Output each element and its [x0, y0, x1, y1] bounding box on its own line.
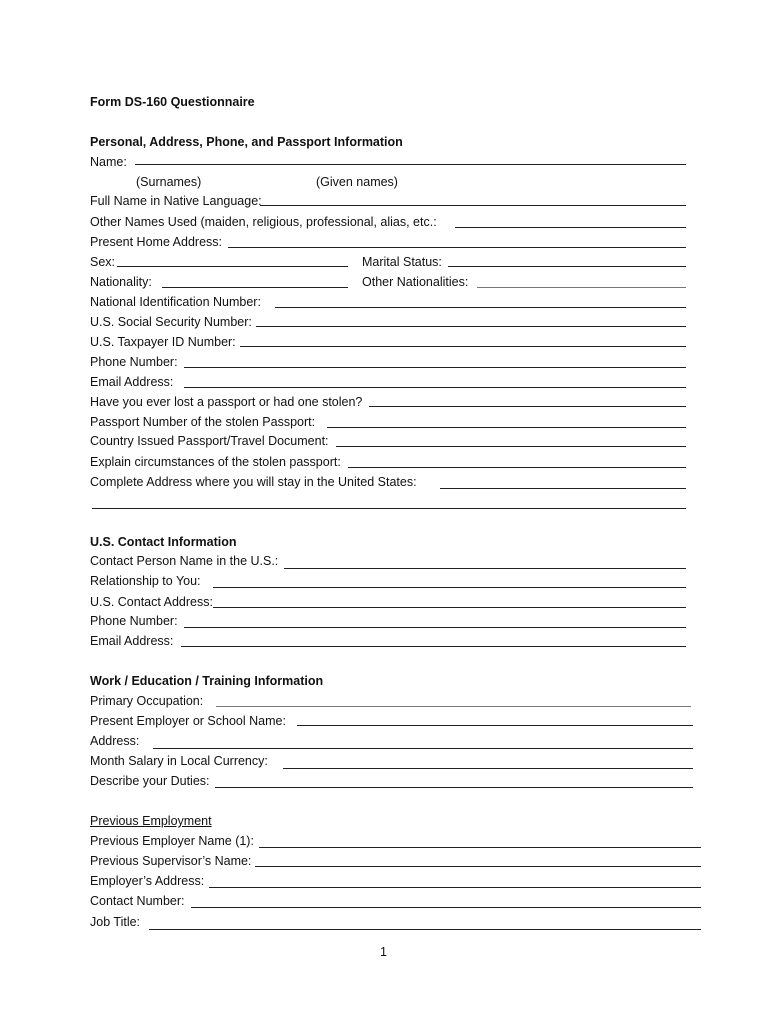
explain-label: Explain circumstances of the stolen passport:	[90, 455, 341, 469]
us-contact-address-label: U.S. Contact Address:	[90, 595, 213, 609]
previous-employer-name-field[interactable]	[259, 847, 701, 848]
national-id-label: National Identification Number:	[90, 295, 261, 309]
us-contact-phone-label: Phone Number:	[90, 614, 178, 628]
other-names-field[interactable]	[455, 227, 686, 228]
full-name-native-field[interactable]	[260, 205, 686, 206]
job-title-label: Job Title:	[90, 915, 141, 929]
national-id-field[interactable]	[275, 307, 686, 308]
explain-field[interactable]	[348, 467, 686, 468]
job-title-field[interactable]	[149, 929, 701, 930]
relationship-label: Relationship to You:	[90, 574, 201, 588]
full-name-native-label: Full Name in Native Language:	[90, 194, 262, 208]
surnames-caption: (Surnames)	[136, 175, 202, 189]
us-address-field[interactable]	[440, 488, 686, 489]
stolen-passport-number-label: Passport Number of the stolen Passport:	[90, 415, 316, 429]
country-issued-field[interactable]	[336, 446, 686, 447]
contact-person-label: Contact Person Name in the U.S.:	[90, 554, 279, 568]
duties-field[interactable]	[215, 787, 693, 788]
work-address-field[interactable]	[153, 748, 693, 749]
nationality-field[interactable]	[162, 287, 348, 288]
us-contact-phone-field[interactable]	[184, 627, 686, 628]
lost-passport-label: Have you ever lost a passport or had one stolen?	[90, 395, 363, 409]
sex-field[interactable]	[117, 266, 348, 267]
contact-number-field[interactable]	[191, 907, 701, 908]
duties-label: Describe your Duties:	[90, 774, 210, 788]
email-field[interactable]	[184, 387, 686, 388]
previous-employer-name-label: Previous Employer Name (1):	[90, 834, 254, 848]
previous-supervisor-field[interactable]	[255, 866, 701, 867]
name-field[interactable]	[135, 164, 686, 165]
us-address-field-line-2[interactable]	[92, 508, 686, 509]
phone-label: Phone Number:	[90, 355, 178, 369]
work-address-label: Address:	[90, 734, 140, 748]
nationality-label: Nationality:	[90, 275, 152, 289]
previous-employment-heading: Previous Employment	[90, 814, 212, 828]
employer-field[interactable]	[297, 725, 693, 726]
employer-label: Present Employer or School Name:	[90, 714, 286, 728]
sex-label: Sex:	[90, 255, 116, 269]
work-section-heading: Work / Education / Training Information	[90, 674, 324, 688]
us-address-label: Complete Address where you will stay in the United States:	[90, 475, 417, 489]
home-address-field[interactable]	[228, 247, 686, 248]
salary-field[interactable]	[283, 768, 693, 769]
employer-address-label: Employer’s Address:	[90, 874, 205, 888]
employer-address-field[interactable]	[209, 887, 701, 888]
given-names-caption: (Given names)	[316, 175, 398, 189]
relationship-field[interactable]	[213, 587, 686, 588]
previous-supervisor-label: Previous Supervisor’s Name:	[90, 854, 252, 868]
stolen-passport-number-field[interactable]	[327, 427, 686, 428]
name-label: Name:	[90, 155, 127, 169]
other-nationalities-label: Other Nationalities:	[362, 275, 469, 289]
marital-status-label: Marital Status:	[362, 255, 442, 269]
lost-passport-field[interactable]	[369, 406, 686, 407]
phone-field[interactable]	[184, 367, 686, 368]
home-address-label: Present Home Address:	[90, 235, 223, 249]
email-label: Email Address:	[90, 375, 174, 389]
us-contact-email-label: Email Address:	[90, 634, 174, 648]
marital-status-field[interactable]	[448, 266, 686, 267]
us-contact-email-field[interactable]	[181, 646, 686, 647]
taxpayer-id-label: U.S. Taxpayer ID Number:	[90, 335, 236, 349]
salary-label: Month Salary in Local Currency:	[90, 754, 268, 768]
form-title: Form DS-160 Questionnaire	[90, 95, 255, 109]
us-contact-address-field[interactable]	[213, 607, 686, 608]
occupation-label: Primary Occupation:	[90, 694, 204, 708]
contact-number-label: Contact Number:	[90, 894, 185, 908]
other-names-label: Other Names Used (maiden, religious, professional, alias, etc.:	[90, 215, 437, 229]
occupation-field[interactable]	[216, 706, 691, 707]
country-issued-label: Country Issued Passport/Travel Document:	[90, 434, 329, 448]
contact-person-field[interactable]	[284, 568, 686, 569]
taxpayer-id-field[interactable]	[240, 346, 686, 347]
us-contact-section-heading: U.S. Contact Information	[90, 535, 237, 549]
other-nationalities-field[interactable]	[477, 287, 686, 288]
ssn-label: U.S. Social Security Number:	[90, 315, 252, 329]
page-number: 1	[380, 945, 387, 959]
ssn-field[interactable]	[256, 326, 686, 327]
personal-section-heading: Personal, Address, Phone, and Passport Information	[90, 135, 403, 149]
